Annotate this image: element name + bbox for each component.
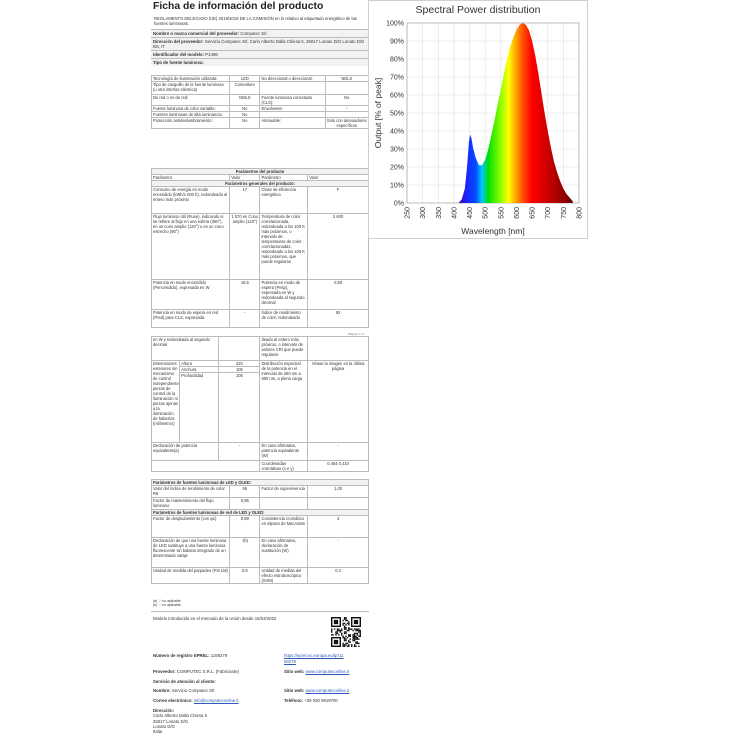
- type-param-value-2: [325, 82, 368, 95]
- y-tick-label: 60%: [389, 92, 404, 100]
- type-param-label: Tecnología de iluminación utilizada:: [152, 76, 230, 82]
- service-name: Servizio Computec Srl: [171, 688, 215, 693]
- param-value-2: 0,50: [308, 280, 369, 310]
- param-row: [152, 310, 369, 328]
- x-tick-label: 650: [529, 207, 537, 219]
- param-row: [152, 280, 369, 310]
- supplier-address: Servizio Computec Srl, Carlo Alberto Dalla Chiesa 5, 25017 Lonato D/G Lonato D/G BS, IT: [153, 39, 365, 49]
- x-axis-label: Wavelength [nm]: [461, 226, 525, 236]
- type-param-value: No: [230, 106, 260, 112]
- continued-table-wrap: [151, 336, 369, 472]
- x-tick-label: 700: [545, 207, 553, 219]
- equivalent-w-label: En caso afirmativo, potencia equivalente (W): [260, 443, 308, 461]
- y-tick-label: 70%: [389, 74, 404, 82]
- value-col-header-2: Valor: [308, 175, 369, 181]
- eprel-label: Número de registro EPREL:: [153, 653, 210, 658]
- email-link[interactable]: info@computeconline.it: [193, 698, 239, 703]
- x-tick-label: 750: [560, 207, 568, 219]
- equivalent-w-value: -: [308, 443, 369, 461]
- param-row: [152, 516, 369, 538]
- service-name-label: Nombre:: [153, 688, 171, 693]
- x-tick-label: 450: [467, 207, 475, 219]
- y-tick-label: 20%: [389, 164, 404, 172]
- type-param-value-2: No: [325, 95, 368, 106]
- x-tick-label: 350: [435, 207, 443, 219]
- type-param-label-2: Fuente luminosa conectada (CLS):: [260, 95, 325, 106]
- footnote-b: (b) '-': no aplicable;: [153, 603, 182, 607]
- param-label: Potencia en modo de espera en red (Pred) para CLS, expresada: [152, 310, 230, 328]
- product-information-sheet: [148, 0, 370, 736]
- dim-depth-value: 105: [219, 373, 260, 443]
- email-label: Correo electrónico:: [153, 698, 193, 703]
- dim-height-value: 220: [219, 361, 260, 367]
- param-label: en W y redondeada al segundo decimal: [152, 337, 219, 361]
- supplier-address-label: Dirección del proveedor:: [153, 39, 204, 44]
- type-param-value: NMLS: [230, 95, 260, 106]
- type-param-label-2: Atenuable:: [260, 118, 325, 129]
- y-tick-label: 0%: [393, 200, 404, 208]
- chromaticity-value: 0,464 0,410: [308, 461, 369, 472]
- service-website-link[interactable]: www.computeconline.it: [305, 688, 350, 693]
- website-link[interactable]: www.computeconline.it: [305, 669, 350, 674]
- type-param-value-2: NDLS: [325, 76, 368, 82]
- spd-label: Distribución espectral de la potencia en el intervalo de 250 nm a 800 nm, a plena carga: [260, 361, 308, 443]
- regulation-text: REGLAMENTO DELEGADO (UE) 2019/2015 DE LA COMISIÓN en lo relativo al etiquetado energético de las fuentes luminosas.: [154, 16, 357, 27]
- param-value-2: 3: [308, 516, 369, 538]
- chart-title: Spectral Power distribution: [415, 4, 541, 16]
- type-param-value: No: [230, 112, 260, 118]
- phone-label: Teléfono:: [284, 698, 304, 703]
- light-source-type-label: Tipo de fuente luminosa:: [151, 58, 369, 66]
- net-params-title: Parámetros de fuentes luminosas de red de LED y OLED:: [152, 510, 369, 516]
- y-tick-label: 10%: [389, 182, 404, 190]
- param-label: Consumo de energía en modo encendido (kWh/1 000 h), redondeado al entero más próximo: [152, 187, 230, 214]
- x-tick-label: 600: [513, 207, 521, 219]
- type-param-value-2: Solo con atenuadores específicos: [326, 118, 367, 128]
- general-params-title: Parámetros generales del producto:: [152, 181, 369, 187]
- param-value-2: -: [308, 538, 369, 568]
- spectral-chart: [368, 0, 588, 239]
- param-label-2: Consistencia cromática en elipses de MacAdam: [260, 516, 308, 538]
- dim-width-label: Anchura: [180, 367, 219, 373]
- param-value: 0,96: [230, 498, 260, 510]
- param-label: Flujo luminoso útil (Φuse), indicando si se refiere al flujo en una esfera (360°), en un cono amplio (120°) o en un cono estrecho (90°): [152, 214, 230, 280]
- website-label: Sitio web:: [284, 669, 305, 674]
- y-axis-label: Output [% of peak]: [373, 77, 383, 149]
- type-row: [152, 82, 369, 95]
- y-tick-label: 30%: [389, 146, 404, 154]
- param-label: Valor del índice de rendimiento de color R9: [152, 486, 230, 498]
- type-param-value: LED: [230, 76, 260, 82]
- param-label-2: Temperatura de color correlacionada, redondeada a los 100 K más próximos, o intervalo de temperaturas de color correlacionadas, redondeado a los 100 K más próximos, que puede regularse: [260, 214, 308, 280]
- param-row: [152, 538, 369, 568]
- type-param-value-2: -: [325, 106, 368, 112]
- param-col-header: Parámetro: [152, 175, 230, 181]
- address-line-1: Carlo Alberto Dalla Chiesa 5: [153, 713, 207, 719]
- x-tick-label: 800: [576, 207, 584, 219]
- type-param-label: Protección antideslumbramiento:: [152, 118, 230, 129]
- param-value: 1 570 en Cono amplio (120°): [230, 214, 260, 280]
- page-number: Página 1 / 4: [348, 332, 365, 336]
- y-tick-label: 90%: [389, 38, 404, 46]
- param-label: Unidad de medida del parpadeo (Pst LM): [152, 568, 230, 584]
- param-row: [152, 187, 369, 214]
- x-tick-label: 250: [404, 207, 412, 219]
- y-tick-label: 50%: [389, 110, 404, 118]
- type-row: [152, 118, 369, 129]
- y-tick-label: 80%: [389, 56, 404, 64]
- supplier-name: Computec Srl: [240, 31, 267, 36]
- provider-name: COMPUTEC S.R.L. (Fabricante): [176, 669, 239, 674]
- param-row: [152, 498, 369, 510]
- provider-label: Proveedor:: [153, 669, 176, 674]
- param-value: 17: [230, 187, 260, 214]
- eprel-number: 1169279: [210, 653, 228, 658]
- param-value-2: [308, 498, 369, 510]
- param-value: [219, 337, 260, 361]
- param-label-2: Unidad de medida del efecto estroboscópico (SVM): [260, 568, 308, 584]
- type-param-label-2: Envolvente:: [260, 106, 325, 112]
- param-row: [152, 568, 369, 584]
- x-tick-label: 500: [482, 207, 490, 219]
- param-label-2: En caso afirmativo, declaración de sustitución (W): [260, 538, 308, 568]
- params-table: [151, 168, 369, 328]
- model-label: Identificador del modelo:: [153, 52, 205, 57]
- param-col-header-2: Parámetro: [260, 175, 308, 181]
- param-value-2: 2 600: [308, 214, 369, 280]
- service-title: Servicio de atención al cliente:: [153, 679, 216, 684]
- param-value: -: [230, 310, 260, 328]
- chromaticity-label: Coordenadas cromáticas (x e y): [260, 461, 308, 472]
- dim-width-value: 105: [219, 367, 260, 373]
- param-value-2: 0,4: [308, 568, 369, 584]
- equivalent-power-label: Declaración de potencia equivalente(a): [152, 443, 219, 461]
- params-table-wrap: [151, 168, 369, 328]
- dim-height-label: Altura: [180, 361, 219, 367]
- y-tick-label: 40%: [389, 128, 404, 136]
- model-id: P1496: [205, 52, 218, 57]
- supplier-block: [151, 29, 369, 66]
- type-param-label: Tipo de casquillo de la fuente luminosa (u otra interfaz eléctrica): [152, 82, 230, 95]
- type-table: [151, 75, 369, 129]
- continued-table: [151, 336, 369, 472]
- param-value-2: F: [308, 187, 369, 214]
- param-value-2: 92: [308, 310, 369, 328]
- type-table-wrap: [151, 75, 369, 129]
- dimensions-label: Dimensiones exteriores sin mecanismo de control independiente, piezas de control de la iluminación ni piezas ajenas a la iluminación, de haberlos (milímetros): [152, 361, 180, 443]
- type-param-label-2: No direccional o direccional:: [260, 76, 325, 82]
- type-param-label-2: [260, 82, 325, 95]
- params-title: Parámetros del producto: [152, 169, 369, 175]
- param-value: 0,9: [230, 568, 260, 584]
- dim-depth-label: Profundidad: [180, 373, 219, 443]
- type-param-label: Fuente luminosa de color variable:: [152, 106, 230, 112]
- sheet-title: Ficha de información del producto: [153, 1, 324, 12]
- param-label-2: deado al entero más próximo, o intervalo de valores CRI que puede regularse: [260, 337, 308, 361]
- type-param-label: De red o no de red:: [152, 95, 230, 106]
- param-label-2: Índice de rendimiento de color, redondeado: [260, 310, 308, 328]
- x-tick-label: 400: [451, 207, 459, 219]
- param-row: [152, 337, 369, 361]
- param-value-2: 1,00: [308, 486, 369, 498]
- param-label-2: Clase de eficiencia energética: [260, 187, 308, 214]
- address-line-2: 25017 Lonato D/G: [153, 718, 189, 724]
- param-label-2: Factor de supervivencia: [260, 486, 308, 498]
- param-label-2: Potencia en modo de espera (Pesp), expresada en W y redondeada al segundo decimal: [260, 280, 308, 310]
- param-label-2: [260, 498, 308, 510]
- address-line-4: Italia: [153, 729, 163, 735]
- address-line-3: Lonato D/G: [153, 723, 175, 729]
- param-row: [152, 486, 369, 498]
- phone-number: +39 030 9919700: [304, 698, 338, 703]
- footnote-a: (a) '-': no aplicable;: [153, 599, 182, 603]
- param-label: Factor de desplazamiento (cos φ1): [152, 516, 230, 538]
- service-website-label: Sitio web:: [284, 688, 305, 693]
- param-row: [152, 214, 369, 280]
- type-param-value: No: [230, 118, 260, 129]
- eprel-link[interactable]: https://eprel.ec.europa.eu/qr/1169279: [284, 653, 344, 664]
- led-params-title: Parámetros de fuentes luminosas de LED y OLED:: [152, 480, 369, 486]
- address-title: Dirección:: [153, 708, 175, 713]
- type-row: [152, 95, 369, 106]
- param-value: 0,89: [230, 516, 260, 538]
- param-value: -(b): [230, 538, 260, 568]
- type-param-value: Connettore: [230, 82, 260, 95]
- x-tick-label: 550: [498, 207, 506, 219]
- param-value: 16,5: [230, 280, 260, 310]
- param-value-2: [308, 337, 369, 361]
- x-tick-label: 300: [420, 207, 428, 219]
- market-date: Modelo introducido en el mercado de la Unión desde 15/03/2022: [153, 616, 277, 621]
- type-param-label: Fuentes luminosas de alta luminancia:: [152, 112, 230, 118]
- spd-value: Véase la imagen en la última página: [308, 361, 369, 443]
- eprel-qr-code[interactable]: [331, 617, 361, 647]
- led-table: [151, 479, 369, 584]
- spectral-chart-svg: [369, 1, 587, 238]
- param-label: Declaración de que una fuente luminosa de LED sustituye a una fuente luminosa fluorescente sin balasto integrado de un determinado vataje: [152, 538, 230, 568]
- value-col-header: Valor: [230, 175, 260, 181]
- param-value: 56: [230, 486, 260, 498]
- equivalent-power-value: -: [219, 443, 260, 461]
- y-tick-label: 100%: [386, 20, 404, 28]
- param-label: Factor de mantenimiento del flujo luminoso: [152, 498, 230, 510]
- param-label: Potencia en modo encendido (Pencendido), expresada en W: [152, 280, 230, 310]
- led-table-wrap: [151, 479, 369, 584]
- supplier-name-label: Nombre o marca comercial del proveedor:: [153, 31, 240, 36]
